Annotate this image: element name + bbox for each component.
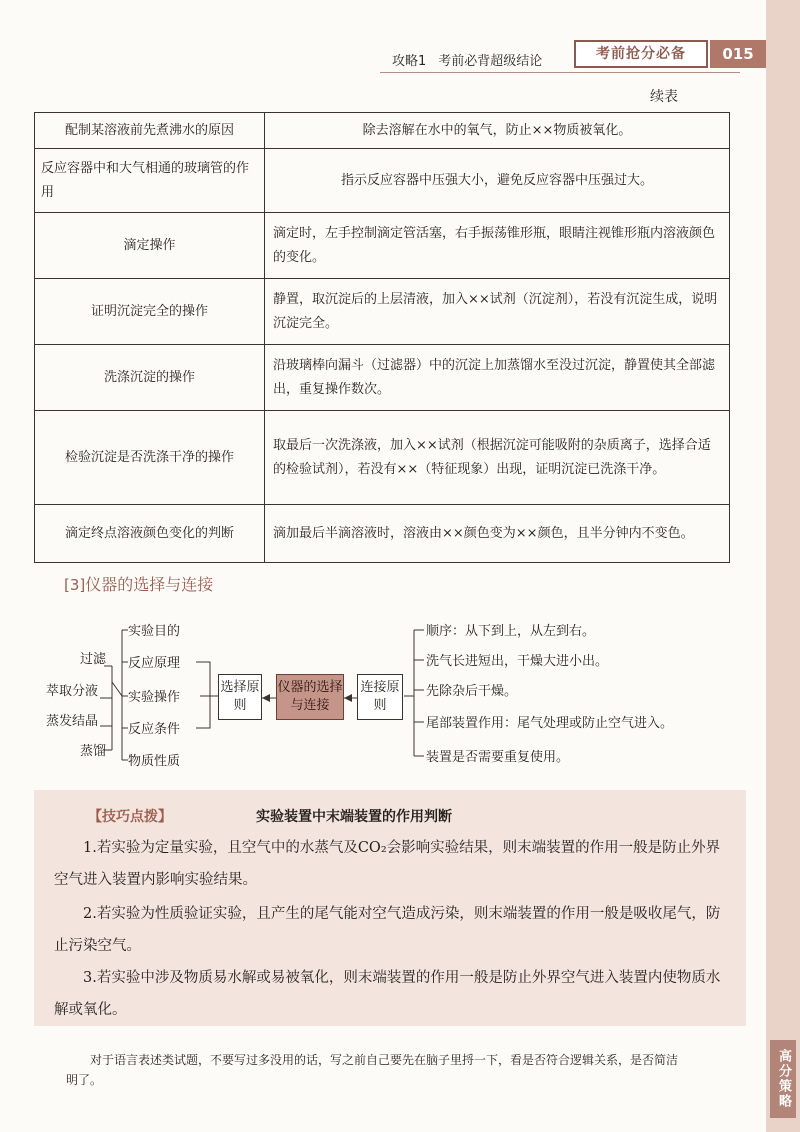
row-content: 静置，取沉淀后的上层清液，加入××试剂（沉淀剂），若没有沉淀生成，说明沉淀完全。 xyxy=(265,279,730,345)
connect-item-order: 顺序：从下到上，从左到右。 xyxy=(426,624,596,639)
select-principle-box: 选择原则 xyxy=(218,674,262,720)
row-content: 沿玻璃棒向漏斗（过滤器）中的沉淀上加蒸馏水至没过沉淀，静置使其全部滤出，重复操作数次。 xyxy=(265,345,730,411)
concept-diagram xyxy=(0,600,800,790)
row-item: 滴定终点溶液颜色变化的判断 xyxy=(35,505,265,563)
row-content: 取最后一次洗涤液，加入××试剂（根据沉淀可能吸附的杂质离子，选择合适的检验试剂），若没有××（特征现象）出现，证明沉淀已洗涤干净。 xyxy=(265,411,730,505)
continued-label: 续表 xyxy=(650,89,678,105)
section-title: 考前必背超级结论 xyxy=(438,54,543,69)
operation-evaporate: 蒸发结晶 xyxy=(46,714,99,729)
select-item-condition: 反应条件 xyxy=(128,722,181,737)
tips-paragraph-1: 1.若实验为定量实验，且空气中的水蒸气及CO₂会影响实验结果，则末端装置的作用一般是防止外界空气进入装置内影响实验结果。 xyxy=(54,840,721,888)
row-item: 洗涤沉淀的操作 xyxy=(35,345,265,411)
row-content: 除去溶解在水中的氧气，防止××物质被氧化。 xyxy=(265,113,730,149)
row-content: 滴加最后半滴溶液时，溶液由××颜色变为××颜色，且半分钟内不变色。 xyxy=(265,505,730,563)
table-row xyxy=(35,411,730,505)
tips-box xyxy=(34,790,746,1026)
tips-paragraph-2: 2.若实验为性质验证实验，且产生的尾气能对空气造成污染，则末端装置的作用一般是吸收尾气，防止污染空气。 xyxy=(54,906,721,954)
row-item: 反应容器中和大气相通的玻璃管的作用 xyxy=(35,149,265,213)
conclusions-table xyxy=(34,112,730,563)
select-item-principle: 反应原理 xyxy=(128,656,181,671)
table-row xyxy=(35,149,730,213)
tips-tag: 【技巧点拨】 xyxy=(88,809,172,825)
row-item: 滴定操作 xyxy=(35,213,265,279)
select-item-purpose: 实验目的 xyxy=(128,624,181,639)
table-row xyxy=(35,345,730,411)
connect-item-impurity: 先除杂后干燥。 xyxy=(426,684,518,699)
connect-item-repeat: 装置是否需要重复使用。 xyxy=(426,750,570,765)
section-heading xyxy=(64,572,213,595)
section-label: 攻略1 xyxy=(392,54,427,69)
side-tab-label: 高分策略 xyxy=(770,1040,796,1118)
tips-paragraph-3: 3.若实验中涉及物质易水解或易被氧化，则末端装置的作用一般是防止外界空气进入装置内使物质水解或氧化。 xyxy=(54,970,721,1018)
footnote: 对于语言表述类试题，不要写过多没用的话，写之前自己要先在脑子里捋一下，看是否符合逻辑关系，是否简洁明了。 xyxy=(66,1053,679,1087)
book-title-badge: 考前抢分必备 xyxy=(574,40,708,68)
section-heading-text: 仪器的选择与连接 xyxy=(85,575,214,594)
table-row xyxy=(35,213,730,279)
select-item-operation: 实验操作 xyxy=(128,690,181,705)
page-number: 015 xyxy=(710,40,766,68)
header-divider xyxy=(380,72,740,73)
operation-filter: 过滤 xyxy=(80,652,107,667)
row-content: 指示反应容器中压强大小，避免反应容器中压强过大。 xyxy=(265,149,730,213)
operation-extract: 萃取分液 xyxy=(46,684,99,699)
connect-item-gas: 洗气长进短出，干燥大进小出。 xyxy=(426,654,609,669)
connect-item-tail: 尾部装置作用：尾气处理或防止空气进入。 xyxy=(426,716,674,731)
table-row xyxy=(35,113,730,149)
center-topic-box: 仪器的选择与连接 xyxy=(276,674,344,720)
side-decor-strip xyxy=(766,0,800,1132)
section-number: [3] xyxy=(64,576,86,594)
connect-principle-box: 连接原则 xyxy=(357,674,403,720)
table-row xyxy=(35,505,730,563)
operation-distill: 蒸馏 xyxy=(80,744,107,759)
row-content: 滴定时，左手控制滴定管活塞，右手振荡锥形瓶，眼睛注视锥形瓶内溶液颜色的变化。 xyxy=(265,213,730,279)
row-item: 配制某溶液前先煮沸水的原因 xyxy=(35,113,265,149)
select-item-property: 物质性质 xyxy=(128,754,181,769)
tips-title: 实验装置中末端装置的作用判断 xyxy=(256,809,452,825)
row-item: 检验沉淀是否洗涤干净的操作 xyxy=(35,411,265,505)
table-row xyxy=(35,279,730,345)
running-header xyxy=(392,50,542,69)
row-item: 证明沉淀完全的操作 xyxy=(35,279,265,345)
